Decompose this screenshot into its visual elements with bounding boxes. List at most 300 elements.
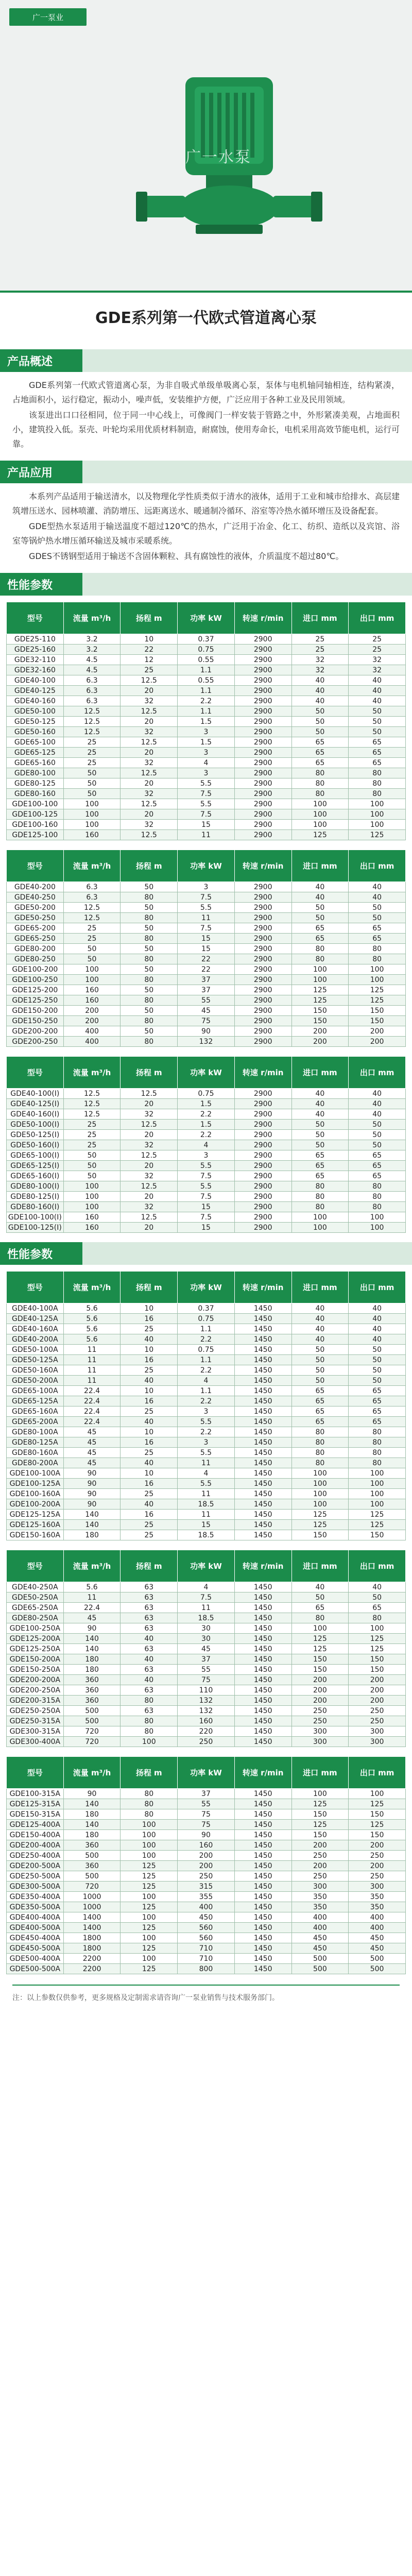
table-cell: GDE50-125: [7, 717, 64, 727]
table-cell: 4: [178, 1140, 235, 1150]
table-cell: 125: [349, 1820, 406, 1830]
table-row: [7, 634, 406, 645]
table-row: [7, 1417, 406, 1427]
table-cell: 450: [291, 1933, 349, 1943]
table-cell: 2.2: [178, 696, 235, 706]
table-cell: 4: [178, 1582, 235, 1592]
table-cell: GDE500-400A: [7, 1954, 64, 1964]
table-cell: 3: [178, 727, 235, 737]
table-cell: 32: [121, 1171, 178, 1181]
table-cell: 1450: [234, 1799, 291, 1809]
table-cell: 200: [349, 1026, 406, 1037]
table-cell: 3.2: [63, 645, 121, 655]
table-cell: 2900: [234, 1171, 291, 1181]
table-cell: 50: [291, 903, 349, 913]
table-cell: 65: [349, 1396, 406, 1406]
table-cell: GDE400-400A: [7, 1912, 64, 1923]
table-cell: 150: [349, 1809, 406, 1820]
table-cell: 65: [291, 1171, 349, 1181]
table-row: [7, 1634, 406, 1644]
table-cell: 80: [121, 1016, 178, 1026]
table-cell: 100: [349, 809, 406, 820]
table-cell: 11: [178, 1489, 235, 1499]
table-cell: 360: [63, 1675, 121, 1685]
table-cell: 1450: [234, 1882, 291, 1892]
table-cell: 65: [349, 1386, 406, 1396]
table-cell: 50: [349, 727, 406, 737]
table-cell: 1450: [234, 1355, 291, 1365]
table-cell: 80: [291, 789, 349, 799]
table-row: [7, 1882, 406, 1892]
table-cell: 100: [63, 1192, 121, 1202]
table-row: [7, 1716, 406, 1726]
table-cell: 2900: [234, 675, 291, 686]
table-header-cell: 出口 mm: [349, 1757, 406, 1789]
table-cell: 11: [178, 1458, 235, 1468]
table-cell: 10: [121, 1386, 178, 1396]
table-cell: 100: [291, 1623, 349, 1634]
table-cell: 7.5: [178, 809, 235, 820]
watermark-text: 广一水泵: [185, 148, 251, 166]
table-cell: 2900: [234, 882, 291, 892]
table-cell: 200: [291, 1696, 349, 1706]
table-cell: 1450: [234, 1592, 291, 1603]
table-cell: 12.5: [121, 799, 178, 809]
table-cell: 12.5: [63, 1089, 121, 1099]
section-header-overview: 产品概述: [0, 349, 412, 372]
table-row: [7, 1355, 406, 1365]
table-cell: 80: [349, 778, 406, 789]
table-cell: 2900: [234, 944, 291, 954]
table-cell: 80: [349, 1613, 406, 1623]
table-cell: 160: [63, 1212, 121, 1223]
table-cell: 50: [63, 778, 121, 789]
table-cell: GDE50-160(I): [7, 1140, 64, 1150]
table-cell: 12.5: [63, 903, 121, 913]
table-cell: 1450: [234, 1303, 291, 1314]
table-row: [7, 1181, 406, 1192]
table-cell: 200: [349, 1840, 406, 1851]
table-cell: 12.5: [63, 727, 121, 737]
table-cell: 50: [121, 923, 178, 934]
table-row: [7, 1499, 406, 1510]
table-row: [7, 748, 406, 758]
table-cell: GDE40-160A: [7, 1324, 64, 1334]
table-row: [7, 1468, 406, 1479]
table-cell: 150: [291, 1830, 349, 1840]
table-cell: 80: [349, 1181, 406, 1192]
table-cell: 2900: [234, 1150, 291, 1161]
table-cell: 50: [121, 1026, 178, 1037]
table-cell: 4: [178, 1468, 235, 1479]
table-cell: 15: [178, 934, 235, 944]
table-row: [7, 1582, 406, 1592]
table-cell: 3: [178, 882, 235, 892]
table-cell: 200: [291, 1037, 349, 1047]
table-cell: GDE65-200A: [7, 1417, 64, 1427]
table-row: [7, 1396, 406, 1406]
table-cell: GDE80-160: [7, 789, 64, 799]
table-row: [7, 778, 406, 789]
table-cell: 720: [63, 1737, 121, 1747]
table-cell: 75: [178, 1016, 235, 1026]
table-cell: 50: [291, 1355, 349, 1365]
table-cell: GDE50-125(I): [7, 1130, 64, 1140]
table-cell: GDE80-125(I): [7, 1192, 64, 1202]
table-cell: GDE125-250: [7, 995, 64, 1006]
table-row: [7, 1099, 406, 1109]
table-cell: 1450: [234, 1912, 291, 1923]
table-cell: 360: [63, 1861, 121, 1871]
table-cell: GDE40-200A: [7, 1334, 64, 1345]
table-cell: 40: [349, 1109, 406, 1120]
table-cell: GDE450-500A: [7, 1943, 64, 1954]
table-cell: 50: [121, 985, 178, 995]
application-paragraph: 本系列产品适用于输送清水，以及物理化学性质类似于清水的液体，适用于工业和城市给排水、高层建筑增压送水、园林喷灌、消防增压、远距离送水、暖通制冷循环、浴室等冷热水循环增压及设备配套。: [12, 492, 400, 516]
table-cell: 5.5: [178, 1161, 235, 1171]
table-cell: 50: [63, 1171, 121, 1181]
table-cell: 65: [291, 1603, 349, 1613]
table-cell: 50: [349, 717, 406, 727]
table-cell: 4: [178, 1376, 235, 1386]
table-cell: 50: [349, 903, 406, 913]
table-cell: 0.37: [178, 1303, 235, 1314]
table-cell: 11: [178, 913, 235, 923]
table-cell: 25: [63, 1140, 121, 1150]
table-cell: GDE100-200A: [7, 1499, 64, 1510]
table-cell: 11: [178, 830, 235, 840]
table-cell: GDE65-160A: [7, 1406, 64, 1417]
table-cell: 400: [291, 1912, 349, 1923]
table-cell: GDE50-200: [7, 903, 64, 913]
table-cell: 80: [121, 1809, 178, 1820]
table-cell: 2900: [234, 789, 291, 799]
table-cell: GDE125-400A: [7, 1820, 64, 1830]
table-cell: 100: [63, 1202, 121, 1212]
table-cell: 100: [291, 964, 349, 975]
table-cell: GDE100-125A: [7, 1479, 64, 1489]
table-cell: 65: [349, 934, 406, 944]
table-cell: 18.5: [178, 1530, 235, 1540]
table-cell: 50: [291, 1120, 349, 1130]
table-cell: 150: [349, 1665, 406, 1675]
table-row: [7, 1334, 406, 1345]
table-cell: 50: [291, 717, 349, 727]
table-cell: 2900: [234, 696, 291, 706]
table-cell: 160: [178, 1840, 235, 1851]
table-cell: 400: [291, 1923, 349, 1933]
table-cell: 100: [291, 820, 349, 830]
table-cell: 1450: [234, 1489, 291, 1499]
table-header-cell: 出口 mm: [349, 1272, 406, 1303]
table-cell: 80: [291, 1192, 349, 1202]
table-cell: GDE100-125: [7, 809, 64, 820]
table-cell: 90: [63, 1468, 121, 1479]
table-cell: 1450: [234, 1448, 291, 1458]
table-cell: 1.5: [178, 1120, 235, 1130]
table-header-cell: 功率 kW: [178, 1272, 235, 1303]
table-cell: 65: [291, 1406, 349, 1417]
table-cell: 80: [291, 768, 349, 778]
table-header-cell: 扬程 m: [121, 1272, 178, 1303]
table-header-cell: 流量 m³/h: [63, 850, 121, 882]
table-cell: 400: [178, 1902, 235, 1912]
table-cell: 2900: [234, 1037, 291, 1047]
table-cell: 45: [178, 1006, 235, 1016]
table-cell: 125: [349, 985, 406, 995]
table-cell: 2900: [234, 954, 291, 964]
table-cell: 125: [349, 1644, 406, 1654]
table-row: [7, 655, 406, 665]
table-cell: 1450: [234, 1737, 291, 1747]
table-cell: 300: [349, 1882, 406, 1892]
table-cell: 125: [121, 1871, 178, 1882]
table-cell: 50: [291, 1592, 349, 1603]
table-cell: 100: [121, 1954, 178, 1964]
table-cell: 25: [63, 1130, 121, 1140]
table-cell: 500: [349, 1954, 406, 1964]
table-cell: GDE40-100A: [7, 1303, 64, 1314]
table-row: [7, 985, 406, 995]
table-row: [7, 1109, 406, 1120]
table-cell: 40: [121, 1334, 178, 1345]
table-cell: 16: [121, 1355, 178, 1365]
table-cell: 1.5: [178, 737, 235, 748]
table-cell: 1450: [234, 1892, 291, 1902]
table-cell: 5.5: [178, 1181, 235, 1192]
table-cell: 2900: [234, 717, 291, 727]
table-row: [7, 1345, 406, 1355]
table-row: [7, 1892, 406, 1902]
table-cell: 140: [63, 1510, 121, 1520]
table-cell: 40: [349, 1099, 406, 1109]
application-paragraph: GDE型热水泵适用于输送温度不超过120℃的热水，广泛用于冶金、化工、纺织、造纸以及宾馆、浴室等锅炉热水增压循环输送及城市采暖系统。: [12, 521, 400, 546]
table-cell: 100: [349, 1499, 406, 1510]
table-cell: 5.5: [178, 778, 235, 789]
table-header-cell: 型号: [7, 850, 64, 882]
table-cell: 500: [63, 1851, 121, 1861]
table-cell: 1.1: [178, 686, 235, 696]
table-cell: 220: [178, 1726, 235, 1737]
table-cell: 2200: [63, 1964, 121, 1974]
table-cell: 1.5: [178, 717, 235, 727]
table-row: [7, 1830, 406, 1840]
table-header-cell: 转速 r/min: [234, 1550, 291, 1582]
table-cell: 250: [178, 1871, 235, 1882]
table-cell: GDE65-200: [7, 923, 64, 934]
table-cell: 12.5: [63, 706, 121, 717]
table-cell: GDE40-250A: [7, 1582, 64, 1592]
table-cell: GDE100-100: [7, 799, 64, 809]
table-cell: 180: [63, 1665, 121, 1675]
table-header-cell: 转速 r/min: [234, 1272, 291, 1303]
table-cell: 32: [121, 1109, 178, 1120]
table-header-cell: 流量 m³/h: [63, 602, 121, 634]
table-cell: GDE200-315A: [7, 1696, 64, 1706]
table-cell: 1450: [234, 1510, 291, 1520]
table-cell: 100: [63, 964, 121, 975]
table-cell: 12.5: [121, 737, 178, 748]
table-cell: 65: [349, 1161, 406, 1171]
table-header-cell: 功率 kW: [178, 602, 235, 634]
table-cell: 710: [178, 1954, 235, 1964]
table-cell: 100: [349, 1468, 406, 1479]
table-cell: 150: [349, 1530, 406, 1540]
table-cell: 7.5: [178, 789, 235, 799]
table-cell: 125: [349, 830, 406, 840]
table-row: [7, 995, 406, 1006]
table-row: [7, 1479, 406, 1489]
table-cell: 1450: [234, 1933, 291, 1943]
table-cell: 32: [121, 820, 178, 830]
table-cell: 25: [349, 645, 406, 655]
table-row: [7, 1192, 406, 1202]
table-cell: 125: [121, 1943, 178, 1954]
table-cell: 63: [121, 1706, 178, 1716]
table-cell: 50: [291, 1345, 349, 1355]
table-cell: 80: [349, 1427, 406, 1437]
table-row: [7, 975, 406, 985]
table-cell: 100: [291, 1489, 349, 1499]
table-cell: 1450: [234, 1851, 291, 1861]
table-cell: 0.37: [178, 634, 235, 645]
table-cell: 22.4: [63, 1396, 121, 1406]
table-cell: 1450: [234, 1654, 291, 1665]
table-cell: 125: [291, 1634, 349, 1644]
table-cell: 100: [121, 1820, 178, 1830]
table-header-cell: 功率 kW: [178, 1550, 235, 1582]
table-cell: 40: [121, 1458, 178, 1468]
table-cell: 1450: [234, 1820, 291, 1830]
table-cell: 7.5: [178, 923, 235, 934]
table-cell: 250: [178, 1737, 235, 1747]
table-cell: GDE80-160(I): [7, 1202, 64, 1212]
table-cell: 100: [349, 1479, 406, 1489]
table-cell: 1450: [234, 1406, 291, 1417]
table-cell: 1000: [63, 1892, 121, 1902]
table-cell: 32: [121, 789, 178, 799]
table-cell: 40: [291, 1089, 349, 1099]
table-cell: 40: [121, 1654, 178, 1665]
table-header-cell: 型号: [7, 1757, 64, 1789]
table-row: [7, 1912, 406, 1923]
table-cell: 20: [121, 686, 178, 696]
table-row: [7, 1861, 406, 1871]
table-row: [7, 1644, 406, 1654]
table-cell: 100: [349, 1489, 406, 1499]
table-cell: GDE150-400A: [7, 1830, 64, 1840]
table-cell: 40: [349, 1303, 406, 1314]
table-cell: 180: [63, 1530, 121, 1540]
table-cell: 80: [121, 934, 178, 944]
table-cell: 1800: [63, 1943, 121, 1954]
table-cell: 40: [349, 892, 406, 903]
table-cell: 2900: [234, 995, 291, 1006]
table-cell: 1450: [234, 1789, 291, 1799]
table-cell: 1450: [234, 1324, 291, 1334]
table-cell: 2.2: [178, 1130, 235, 1140]
table-cell: GDE40-125A: [7, 1314, 64, 1324]
table-cell: 0.75: [178, 1314, 235, 1324]
table-cell: 0.55: [178, 655, 235, 665]
table-cell: 80: [291, 954, 349, 964]
table-cell: GDE100-200: [7, 964, 64, 975]
table-row: [7, 686, 406, 696]
table-row: [7, 665, 406, 675]
table-cell: 125: [291, 995, 349, 1006]
table-row: [7, 1530, 406, 1540]
table-cell: 1450: [234, 1696, 291, 1706]
table-cell: 1450: [234, 1954, 291, 1964]
table-cell: 3: [178, 1437, 235, 1448]
table-cell: 200: [178, 1861, 235, 1871]
table-cell: 100: [291, 1479, 349, 1489]
table-cell: 1450: [234, 1427, 291, 1437]
table-cell: 50: [349, 1345, 406, 1355]
table-cell: 1.1: [178, 1355, 235, 1365]
table-cell: 50: [349, 1355, 406, 1365]
table-row: [7, 1592, 406, 1603]
table-cell: 63: [121, 1665, 178, 1675]
table-cell: 7.5: [178, 1171, 235, 1181]
table-header-cell: 出口 mm: [349, 602, 406, 634]
table-cell: 2900: [234, 830, 291, 840]
table-cell: 80: [121, 1696, 178, 1706]
table-row: [7, 1324, 406, 1334]
table-cell: 1.5: [178, 1099, 235, 1109]
table-cell: 90: [63, 1479, 121, 1489]
table-cell: 12.5: [121, 1120, 178, 1130]
table-cell: 45: [63, 1458, 121, 1468]
table-header-cell: 型号: [7, 1272, 64, 1303]
table-cell: 100: [349, 1623, 406, 1634]
table-row: [7, 934, 406, 944]
table-cell: 125: [349, 1634, 406, 1644]
table-cell: 40: [349, 1324, 406, 1334]
table-cell: 200: [291, 1840, 349, 1851]
table-cell: 150: [291, 1665, 349, 1675]
table-cell: 25: [121, 1448, 178, 1458]
spec-table: [6, 1271, 406, 1540]
table-row: [7, 645, 406, 655]
table-cell: GDE65-125: [7, 748, 64, 758]
table-header-cell: 进口 mm: [291, 1757, 349, 1789]
table-cell: 50: [349, 913, 406, 923]
table-row: [7, 1943, 406, 1954]
table-cell: 2.2: [178, 1396, 235, 1406]
table-cell: 0.55: [178, 675, 235, 686]
table-cell: 100: [291, 799, 349, 809]
table-row: [7, 789, 406, 799]
table-cell: 250: [349, 1871, 406, 1882]
table-cell: 12.5: [63, 1109, 121, 1120]
table-cell: 1450: [234, 1726, 291, 1737]
table-cell: GDE200-500A: [7, 1861, 64, 1871]
table-cell: 50: [291, 727, 349, 737]
table-cell: 15: [178, 1202, 235, 1212]
table-cell: 140: [63, 1520, 121, 1530]
table-header-cell: 扬程 m: [121, 1550, 178, 1582]
table-cell: 80: [121, 954, 178, 964]
table-cell: 2900: [234, 913, 291, 923]
table-row: [7, 768, 406, 778]
table-cell: 65: [291, 1396, 349, 1406]
table-cell: 80: [291, 1427, 349, 1437]
table-cell: 100: [63, 799, 121, 809]
table-cell: 2900: [234, 686, 291, 696]
table-cell: 80: [121, 975, 178, 985]
table-cell: 45: [63, 1448, 121, 1458]
